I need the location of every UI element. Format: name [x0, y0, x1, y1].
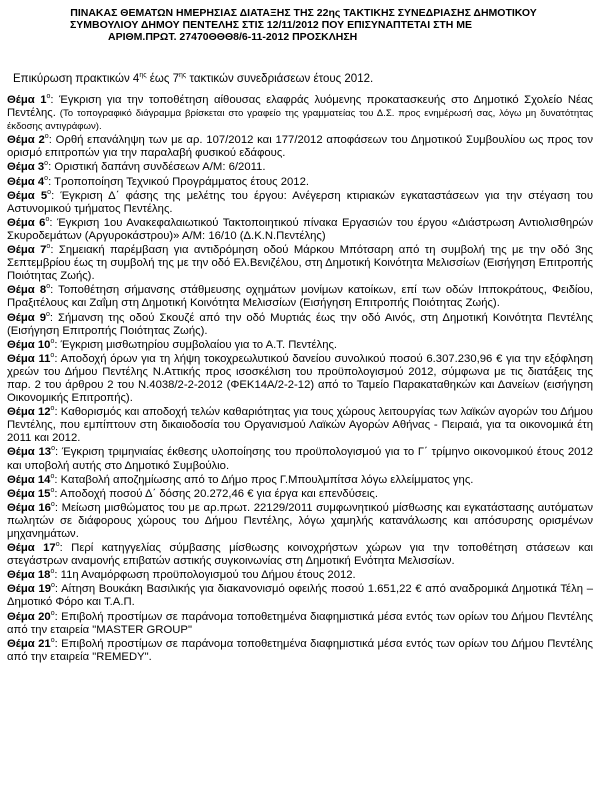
agenda-items [7, 94, 593, 665]
agenda-item-ordinal: ο [46, 283, 51, 291]
agenda-item-ordinal: ο [50, 582, 55, 590]
document-header [0, 7, 607, 43]
agenda-item [7, 244, 593, 283]
agenda-item-label: Θέμα 14 [7, 473, 51, 486]
agenda-item-label: Θέμα 6 [7, 216, 46, 229]
agenda-item-ordinal: ο [50, 486, 55, 494]
intro-sup-2: ης [179, 72, 187, 80]
agenda-item-text: : Έγκριση μισθωτηρίου συμβολαίου για το Α.Τ. Πεντέλης. [54, 338, 338, 351]
agenda-item-text: : Σημειακή παρέμβαση για αντιδρόμηση οδού Μάρκου Μπότσαρη από τη συμβολή της με την οδό 3ης Σεπτεμβρίου έως τη συμβολή της με την οδό Ελ.Βενιζέλου, στη Δημοτική Κοινότητα Μελισσίων (Εισήγηση Επιτροπής Ποιότητας Ζωής). [7, 244, 593, 283]
agenda-item-ordinal: ο [50, 337, 55, 345]
agenda-item [7, 542, 593, 568]
agenda-item-label: Θέμα 18 [7, 569, 51, 582]
agenda-item-ordinal: ο [44, 174, 49, 182]
agenda-item [7, 94, 593, 133]
agenda-item [7, 488, 593, 501]
agenda-item-text: : Ορθή επανάληψη των με αρ. 107/2012 και 177/2012 αποφάσεων του Δημοτικού Συμβουλίου ως προς τον ορισμό επιτροπών για την παραλαβή φυσικού εδάφους. [7, 134, 593, 160]
agenda-item-ordinal: ο [50, 609, 55, 617]
agenda-item-ordinal: ο [50, 352, 55, 360]
agenda-item [7, 638, 593, 664]
agenda-item-ordinal: ο [50, 636, 55, 644]
agenda-item-text: : Έγκριση 1ου Ανακεφαλαιωτικού Τακτοποιητικού πίνακα Εργασιών του έργου «Διάστρωση Αντιολισθηρών Σκυροδεμάτων (Αργυροκάστρου)» Α/Μ: 16/10 (Δ.Κ.Ν.Πεντέλης) [7, 216, 593, 242]
header-line-3: ΑΡΙΘΜ.ΠΡΩΤ. 27470ΘΘΘ8/6-11-2012 ΠΡΟΣΚΛΗΣΗ [108, 31, 358, 43]
agenda-item-text: : Αποδοχή ποσού Δ΄ δόσης 20.272,46 € για έργα και επενδύσεις. [54, 487, 379, 500]
agenda-item-ordinal: ο [46, 93, 51, 101]
agenda-item-label: Θέμα 17 [7, 542, 56, 555]
agenda-item [7, 502, 593, 541]
agenda-item-ordinal: ο [51, 445, 55, 453]
agenda-item-label: Θέμα 12 [7, 406, 51, 419]
agenda-item-text: : Έγκριση τριμηνιαίας έκθεσης υλοποίησης του προϋπολογισμού για το Γ΄ τρίμηνο οικονομικού έτους 2012 και υποβολή αυτής στο Δημοτικό Συμβούλιο. [7, 446, 593, 472]
agenda-item-label: Θέμα 5 [7, 189, 48, 202]
agenda-item-label: Θέμα 10 [7, 338, 51, 351]
agenda-item-text: : Έγκριση Δ΄ φάσης της μελέτης του έργου: Ανέγερση κτιριακών εγκαταστάσεων για την στέγαση του Αστυνομικού τμήματος Πεντέλης. [7, 189, 593, 215]
agenda-item [7, 312, 593, 338]
agenda-item-ordinal: ο [44, 133, 49, 141]
agenda-item-text: : 11η Αναμόρφωση προϋπολογισμού του Δήμου έτους 2012. [54, 569, 356, 582]
agenda-item-label: Θέμα 2 [7, 134, 45, 147]
agenda-item-text: : Σήμανση της οδού Σκουζέ από την οδό Μυρτιάς έως την οδό Αινός, στη Δημοτική Κοινότητα Πεντέλης (Εισήγηση Επιτροπής Ποιότητας Ζωής). [7, 311, 593, 337]
agenda-item [7, 284, 593, 310]
agenda-item-ordinal: ο [50, 472, 55, 480]
agenda-item-text: : Τοποθέτηση σήμανσης στάθμευσης οχημάτων μονίμων κατοίκων, επί των οδών Ιπποκράτους, Φειδίου, Πραξιτέλους και Ζαΐμη στη Δημοτική Κοινότητα Μελισσίων (Εισήγηση Επιτροπής Ποιότητας Ζωής). [7, 284, 593, 310]
agenda-item-label: Θέμα 8 [7, 284, 47, 297]
agenda-item [7, 217, 593, 243]
agenda-item [7, 339, 593, 352]
agenda-item-label: Θέμα 11 [7, 352, 51, 365]
agenda-item-text: : Μείωση μισθώματος του με αρ.πρωτ. 22129/2011 συμφωνητικού μίσθωσης και εγκατάστασης αυτόματων πωλητών σε διάφορους χώρους του Δήμου Πεντέλης, λόγω χαμηλής κατανάλωσης και απόσυρσης ορισμένων μηχανημάτων. [7, 501, 593, 540]
agenda-item-ordinal: ο [47, 188, 52, 196]
header-line-2: ΣΥΜΒΟΥΛΙΟΥ ΔΗΜΟΥ ΠΕΝΤΕΛΗΣ ΣΤΙΣ 12/11/2012 ΠΟΥ ΕΠΙΣΥΝΑΠΤΕΤΑΙ ΣΤΗ ΜΕ [70, 19, 473, 31]
intro-pre: Επικύρωση πρακτικών 4 [13, 73, 140, 85]
agenda-item-text: : Καταβολή αποζημίωσης από το Δήμο προς Γ.Μπουλμπίτσα λόγω ελλείμματος γης. [54, 473, 474, 486]
intro-line [13, 73, 373, 85]
agenda-item-ordinal: ο [46, 243, 51, 251]
agenda-item-label: Θέμα 20 [7, 610, 51, 623]
intro-mid: έως 7 [146, 73, 180, 85]
agenda-item-ordinal: ο [50, 501, 55, 509]
agenda-item-label: Θέμα 15 [7, 487, 51, 500]
agenda-item-note: (Το τοπογραφικό διάγραμμα βρίσκεται στο γραφείο της γραμματείας του Δ.Σ. προς ενημέρωσή σας, λόγω μη δυνατότητας έκδοσης αντιγράφων). [7, 108, 593, 133]
agenda-item-ordinal: ο [50, 405, 55, 413]
agenda-item [7, 353, 593, 405]
agenda-item-ordinal: ο [50, 568, 55, 576]
agenda-item-label: Θέμα 3 [7, 161, 45, 174]
agenda-item-label: Θέμα 9 [7, 311, 47, 324]
agenda-item [7, 569, 593, 582]
agenda-item-ordinal: ο [46, 310, 50, 318]
header-line-1: ΠΙΝΑΚΑΣ ΘΕΜΑΤΩΝ ΗΜΕΡΗΣΙΑΣ ΔΙΑΤΑΞΗΣ ΤΗΣ 22ης ΤΑΚΤΙΚΗΣ ΣΥΝΕΔΡΙΑΣΗΣ ΔΗΜΟΤΙΚΟΥ [70, 7, 537, 19]
agenda-item-text: : Οριστική δαπάνη συνδέσεων Α/Μ: 6/2011. [48, 161, 266, 174]
agenda-item-text: : Επιβολή προστίμων σε παράνομα τοποθετημένα διαφημιστικά μέσα εντός των ορίων του Δήμου Πεντέλης από την εταιρεία "MASTER GROUP" [7, 610, 593, 636]
agenda-item [7, 161, 593, 174]
agenda-item-label: Θέμα 19 [7, 583, 51, 596]
agenda-item [7, 176, 593, 189]
agenda-item-text: : Αποδοχή όρων για τη λήψη τοκοχρεωλυτικού δανείου συνολικού ποσού 6.307.230,96 € για την εξόφληση χρεών του Δήμου Πεντέλης Ν.Αττικής προς ισοσκέλιση του προϋπολογισμού 2012, σύμφωνα με τις διατάξεις της παρ. 2 του άρθρου 2 του Ν.4038/2-2-2012 (ΦΕΚ14Α/2-2-12) από το Ταμείο Παρακαταθηκών και Δανείων (εισήγηση Οικονομικής Επιτροπής). [7, 352, 593, 405]
intro-sup-1: ης [139, 72, 147, 80]
agenda-item-ordinal: ο [45, 216, 50, 224]
agenda-item-text: : Αίτηση Βουκάκη Βασιλικής για διακανονισμό οφειλής ποσού 1.651,22 € από αναδρομικά Δημοτικά Τέλη – Δημοτικό Φόρο και Τ.Α.Π. [7, 583, 593, 609]
agenda-item [7, 446, 593, 472]
agenda-item [7, 190, 593, 216]
agenda-item-text: : Περί κατηγγελίας σύμβασης μίσθωσης κοινοχρήστων χώρων για την τοποθέτηση στάσεων και στεγάστρων αναμονής επιβατών αστικής συγκοινωνίας στη Δημοτική Ενότητα Μελισσίων. [7, 542, 593, 568]
agenda-item-text: : Έγκριση για την τοποθέτηση αίθουσας ελαφράς λυόμενης προκατασκευής στο Δημοτικό Σχολείο Νέας Πεντέλης. [7, 94, 593, 120]
agenda-item-label: Θέμα 16 [7, 501, 51, 514]
agenda-item-text: : Επιβολή προστίμων σε παράνομα τοποθετημένα διαφημιστικά μέσα εντός των ορίων του Δήμου Πεντέλης από την εταιρεία "REMEDY". [7, 637, 593, 663]
agenda-item [7, 611, 593, 637]
agenda-item-label: Θέμα 4 [7, 175, 45, 188]
agenda-item-ordinal: ο [55, 541, 60, 549]
agenda-item-label: Θέμα 13 [7, 446, 52, 459]
agenda-item-label: Θέμα 7 [7, 244, 47, 257]
agenda-item [7, 583, 593, 609]
agenda-item-text: : Καθορισμός και αποδοχή τελών καθαριότητας για τους χώρους λειτουργίας των λαϊκών αγορών του Δήμου Πεντέλης, που εμπίπτουν στη δικαιοδοσία του Οργανισμού Λαϊκών Αγορών Αθήνας - Πειραιά, για τα οικονομικά έτη 2011 και 2012. [7, 406, 593, 445]
agenda-item-label: Θέμα 21 [7, 637, 51, 650]
agenda-item-ordinal: ο [44, 160, 49, 168]
agenda-item-label: Θέμα 1 [7, 94, 47, 106]
intro-post: τακτικών συνεδριάσεων έτους 2012. [186, 73, 374, 85]
agenda-item-text: : Τροποποίηση Τεχνικού Προγράμματος έτους 2012. [48, 175, 309, 188]
agenda-item [7, 406, 593, 445]
agenda-item [7, 134, 593, 160]
agenda-item [7, 474, 593, 487]
